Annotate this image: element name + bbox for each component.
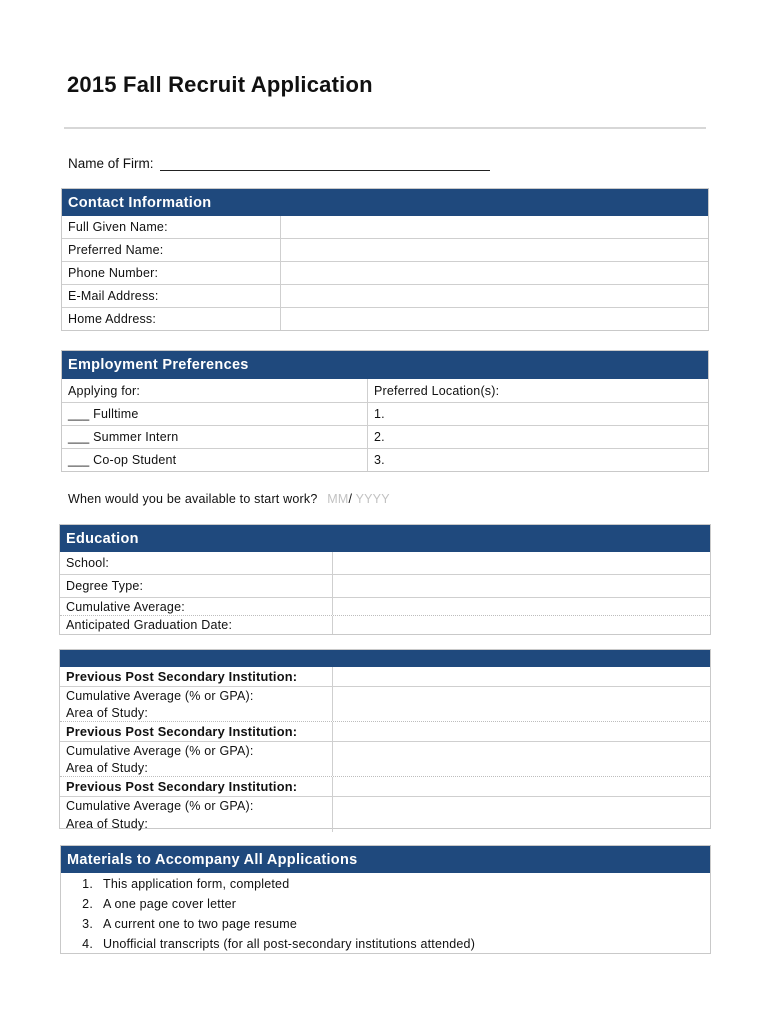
employment-header: Employment Preferences — [62, 351, 708, 379]
availability-row — [68, 492, 390, 506]
average-label: Cumulative Average (% or GPA): — [66, 689, 254, 703]
field-label: Degree Type: — [66, 579, 144, 593]
email-input[interactable] — [280, 285, 708, 307]
field-label: Full Given Name: — [68, 220, 168, 234]
employment-row — [62, 426, 708, 449]
field-label: Anticipated Graduation Date: — [66, 618, 233, 632]
education-row-graduation — [60, 616, 710, 634]
institution-label: Previous Post Secondary Institution: — [66, 779, 298, 794]
previous-header — [60, 650, 710, 667]
education-header: Education — [60, 525, 710, 552]
month-input[interactable]: MM — [327, 492, 349, 506]
institution-input[interactable] — [332, 777, 710, 796]
materials-list — [61, 873, 710, 954]
education-row-average — [60, 598, 710, 616]
location-3[interactable]: 3. — [367, 449, 708, 471]
employment-row — [62, 449, 708, 471]
location-1[interactable]: 1. — [367, 403, 708, 425]
institution-row — [60, 667, 710, 687]
employment-section — [61, 350, 709, 472]
average-label: Cumulative Average (% or GPA): — [66, 799, 254, 813]
study-label: Area of Study: — [66, 816, 149, 831]
study-input[interactable] — [332, 705, 710, 721]
average-row — [60, 797, 710, 815]
firm-name-field[interactable] — [160, 154, 490, 171]
employment-row — [62, 403, 708, 426]
study-label: Area of Study: — [66, 761, 149, 775]
institution-input[interactable] — [332, 667, 710, 686]
institution-row — [60, 777, 710, 797]
degree-type-input[interactable] — [332, 575, 710, 597]
study-row — [60, 705, 710, 722]
contact-section — [61, 188, 709, 331]
item-number: 1. — [82, 877, 93, 891]
contact-row-preferred-name — [62, 239, 708, 262]
list-item — [61, 894, 710, 914]
institution-label: Previous Post Secondary Institution: — [66, 669, 298, 684]
average-row — [60, 742, 710, 760]
average-row — [60, 687, 710, 705]
year-input[interactable]: YYYY — [355, 492, 390, 506]
full-name-input[interactable] — [280, 216, 708, 238]
preferred-location-label: Preferred Location(s): — [367, 379, 708, 402]
average-input[interactable] — [332, 598, 710, 615]
institution-input[interactable] — [332, 722, 710, 741]
address-input[interactable] — [280, 308, 708, 330]
firm-label: Name of Firm: — [68, 156, 154, 171]
institution-label: Previous Post Secondary Institution: — [66, 724, 298, 739]
average-input[interactable] — [332, 742, 710, 760]
field-label: E-Mail Address: — [68, 289, 159, 303]
item-text: This application form, completed — [103, 877, 290, 891]
item-number: 2. — [82, 897, 93, 911]
contact-header: Contact Information — [62, 189, 708, 216]
location-2[interactable]: 2. — [367, 426, 708, 448]
field-label: Preferred Name: — [68, 243, 164, 257]
preferred-name-input[interactable] — [280, 239, 708, 261]
field-label: Phone Number: — [68, 266, 159, 280]
contact-row-phone — [62, 262, 708, 285]
item-text: Unofficial transcripts (for all post-secondary institutions attended) — [103, 937, 476, 951]
education-row-school — [60, 552, 710, 575]
firm-row — [68, 154, 490, 171]
education-section — [59, 524, 711, 635]
average-input[interactable] — [332, 687, 710, 705]
materials-header: Materials to Accompany All Applications — [61, 846, 710, 873]
previous-institutions-section — [59, 649, 711, 829]
field-label: Cumulative Average: — [66, 599, 185, 614]
item-number: 4. — [82, 937, 93, 951]
phone-input[interactable] — [280, 262, 708, 284]
item-number: 3. — [82, 917, 93, 931]
date-separator: / — [348, 492, 353, 506]
contact-row-email — [62, 285, 708, 308]
availability-label: When would you be available to start work? — [68, 492, 318, 506]
study-row — [60, 815, 710, 832]
list-item — [61, 874, 710, 894]
contact-row-address — [62, 308, 708, 330]
school-input[interactable] — [332, 552, 710, 574]
list-item — [61, 914, 710, 934]
institution-row — [60, 722, 710, 742]
materials-section — [60, 845, 711, 954]
option-coop-student[interactable]: ___ Co-op Student — [68, 453, 177, 467]
item-text: A one page cover letter — [103, 897, 237, 911]
option-summer-intern[interactable]: ___ Summer Intern — [68, 430, 179, 444]
employment-labels-row — [62, 379, 708, 403]
applying-for-label: Applying for: — [68, 383, 141, 398]
title-divider — [64, 127, 706, 129]
study-label: Area of Study: — [66, 706, 149, 720]
page-title: 2015 Fall Recruit Application — [67, 72, 373, 97]
option-fulltime[interactable]: ___ Fulltime — [68, 407, 139, 421]
contact-row-full-name — [62, 216, 708, 239]
study-row — [60, 760, 710, 777]
list-item — [61, 934, 710, 954]
study-input[interactable] — [332, 815, 710, 832]
item-text: A current one to two page resume — [103, 917, 298, 931]
field-label: School: — [66, 556, 110, 570]
field-label: Home Address: — [68, 312, 157, 326]
education-row-degree — [60, 575, 710, 598]
graduation-date-input[interactable] — [332, 616, 710, 634]
average-label: Cumulative Average (% or GPA): — [66, 744, 254, 758]
average-input[interactable] — [332, 797, 710, 815]
study-input[interactable] — [332, 760, 710, 776]
